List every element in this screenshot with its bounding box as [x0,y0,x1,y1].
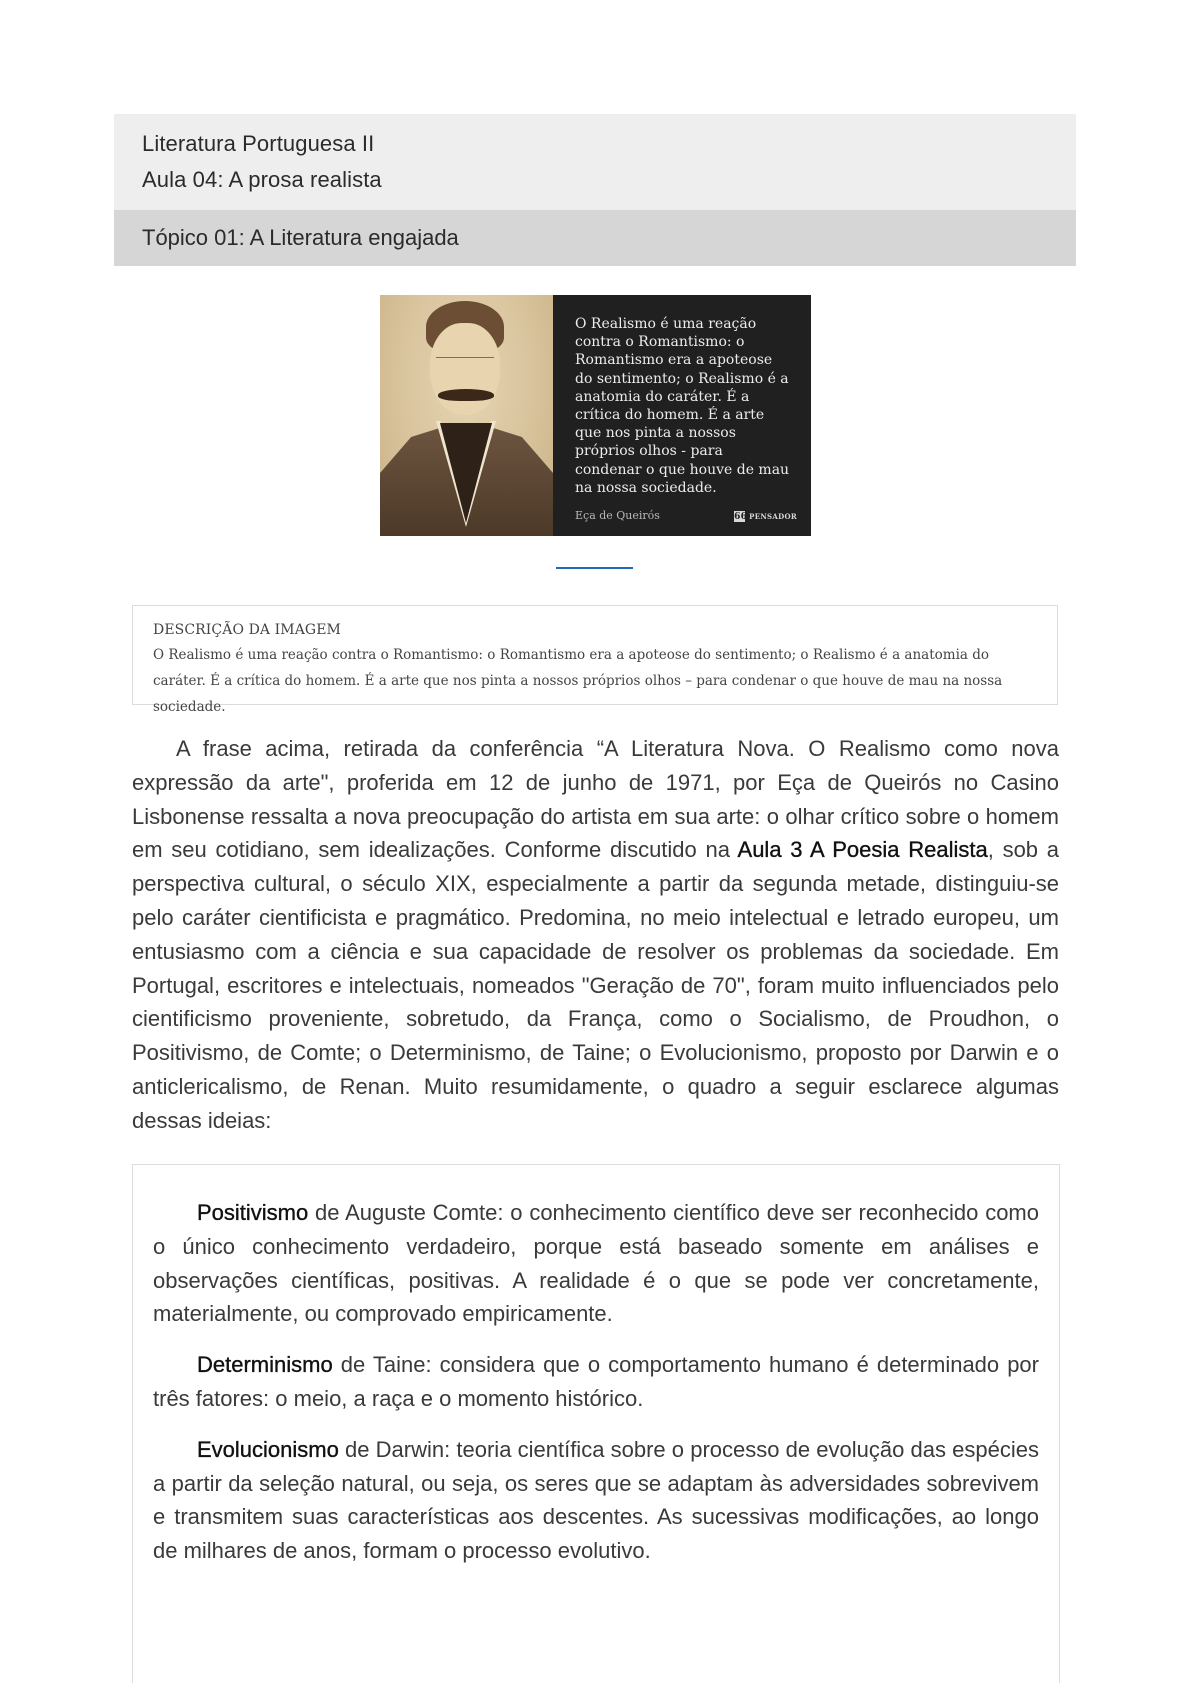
concept-definition: de Auguste Comte: o conhecimento científico deve ser reconhecido como o único conhecimento verdadeiro, porque está baseado somente em análises e observações científicas, positivas. A realidade é o que se pode ver concretamente, materialmente, ou comprovado empiricamente. [153,1200,1039,1327]
concept-term: Positivismo [197,1200,309,1225]
portrait-photo-icon [380,295,553,536]
concept-evolucionismo [153,1433,1039,1568]
concept-definition: de Darwin: teoria científica sobre o processo de evolução das espécies a partir da seleção natural, ou seja, os seres que se adaptam às adversidades sobrevivem e transmitem suas características aos descentes. As sucessivas modificações, ao longo de milhares de anos, formam o processo evolutivo. [153,1436,1039,1564]
brand-name: PENSADOR [749,512,797,521]
quote-panel [553,295,811,536]
quote-text: O Realismo é uma reação contra o Romantismo: o Romantismo era a apoteose do sentimento; o Realismo é a anatomia do caráter. É a crítica do homem. É a arte que nos pinta a nossos próprios olhos - para condenar o que houve de mau na nossa sociedade. [575,316,790,496]
quote-image [380,295,811,536]
image-description-text: O Realismo é uma reação contra o Romantismo: o Romantismo era a apoteose do sentimento; o Realismo é a anatomia do caráter. É a crítica do homem. É a arte que nos pinta a nossos próprios olhos – para condenar o que houve de mau na nossa sociedade. [153,647,1003,715]
topic-title: Tópico 01: A Literatura engajada [114,210,1076,266]
concepts-box [132,1164,1060,1683]
concept-term: Determinismo [197,1352,333,1378]
brand-logo [734,511,797,522]
lesson-header [114,114,1076,266]
body-paragraph [132,732,1059,1138]
header-titles [114,114,1076,210]
lesson-title: Aula 04: A prosa realista [142,167,382,192]
course-title: Literatura Portuguesa II [142,131,375,156]
image-source-link[interactable] [556,567,633,569]
concept-determinismo [153,1348,1039,1416]
photo-face [430,323,500,415]
quote-mark-icon: 66 [734,512,748,522]
body-text-part2: , sob a perspectiva cultural, o século XIX, especialmente a partir da segunda metade, distinguiu-se pelo caráter cientificista e pragmático. Predomina, no meio intelectual e letrado europeu, um entusiasmo com a ciência e sua capacidade de resolver os problemas da sociedade. Em Portugal, escritores e intelectuais, nomeados "Geração de 70", foram muito influenciados pelo cientificismo proveniente, sobretudo, da França, como o Socialismo, de Proudhon, o Positivismo, de Comte; o Determinismo, de Taine; o Evolucionismo, proposto por Darwin e o anticlericalismo, de Renan. Muito resumidamente, o quadro a seguir esclarece algumas dessas ideias: [132,837,1060,1133]
photo-glasses [436,357,494,367]
concept-definition: de Taine: considera que o comportamento humano é determinado por três fatores: o meio, a raça e o momento histórico. [153,1352,1039,1411]
concept-positivismo [153,1196,1039,1331]
image-description-box [132,605,1058,715]
body-text-part1: A frase acima, retirada da conferência “A Literatura Nova. O Realismo como nova expressão da arte", proferida em 12 de junho de 1971, por Eça de Queirós no Casino Lisbonense ressalta a nova preocupação do artista em sua arte: o olhar crítico sobre o homem em seu cotidiano, sem idealizações. Conforme discutido na [132,736,1059,863]
image-description-title: DESCRIÇÃO DA IMAGEM [153,622,341,638]
quote-author: Eça de Queirós [575,509,660,522]
photo-mustache [438,389,494,401]
concept-term: Evolucionismo [197,1436,339,1462]
lesson-reference-link[interactable]: Aula 3 A Poesia Realista [737,837,988,863]
